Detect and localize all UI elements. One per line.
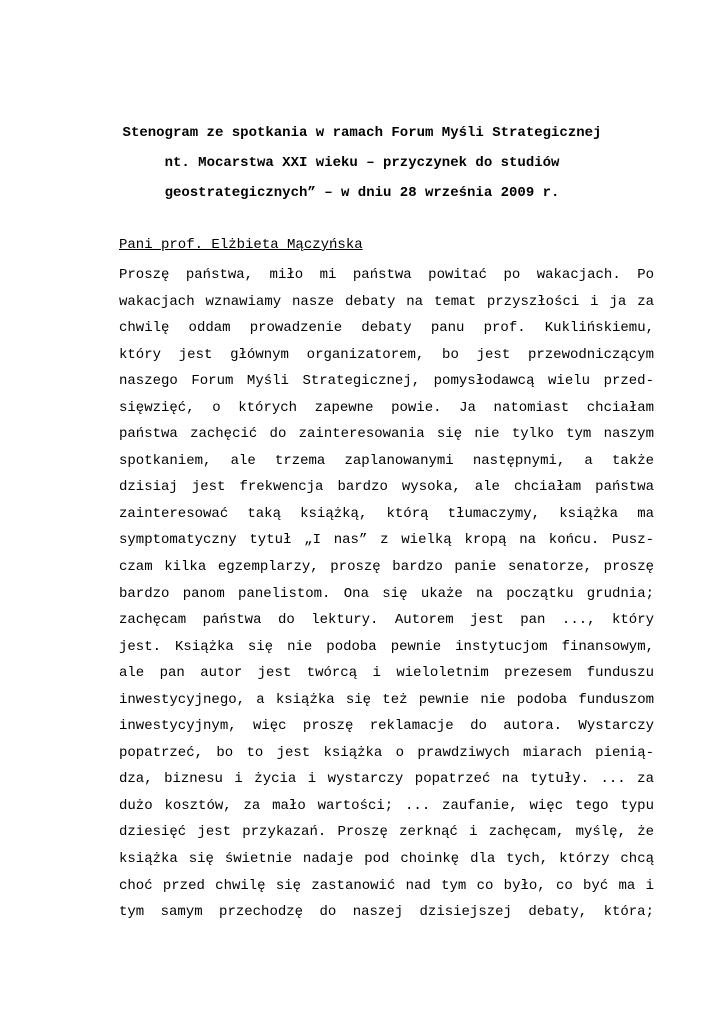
body-line: tym samym przechodzę do naszej dzisiejszej debaty, która; [119,904,654,921]
body-line: chwilę oddam prowadzenie debaty panu prof. Kuklińskiemu, [119,320,654,337]
title-line-3: geostrategicznych” – w dniu 28 września 2009 r. [164,185,560,201]
speaker-name: Pani prof. Elżbieta Mączyńska [119,237,363,253]
body-line: dzisiaj jest frekwencja bardzo wysoka, ale chciałam państwa [119,479,654,496]
body-line: dza, biznesu i życia i wystarczy popatrzeć na tytuły. ... za [119,771,654,788]
body-line: sięwzięć, o których zapewne powie. Ja natomiast chciałam [119,399,654,416]
title-line-2: nt. Mocarstwa XXI wieku – przyczynek do studiów [164,155,560,171]
title-line-1: Stenogram ze spotkania w ramach Forum Myśli Strategicznej [122,125,602,141]
body-line: choć przed chwilę się zastanowić nad tym co było, co być ma i [119,877,654,894]
body-line: jest. Książka się nie podoba pewnie instytucjom finansowym, [119,638,654,655]
body-line: wakacjach wznawiamy nasze debaty na temat przyszłości i ja za [119,293,654,310]
body-line: spotkaniem, ale trzema zaplanowanymi następnymi, a także [119,452,654,469]
body-line: Proszę państwa, miło mi państwa powitać po wakacjach. Po [119,267,654,283]
body-line: zainteresować taką książką, którą tłumaczymy, książka ma [119,505,654,522]
body-line: zachęcam państwa do lektury. Autorem jest pan ..., który [119,612,654,629]
body-line: popatrzeć, bo to jest książka o prawdziwych miarach pienią- [119,744,654,761]
body-line: inwestycyjnego, a książka się też pewnie nie podoba funduszom [119,691,654,708]
body-text [119,262,654,926]
body-line: który jest głównym organizatorem, bo jest przewodniczącym [119,346,654,363]
body-line: książka się świetnie nadaje pod choinkę dla tych, którzy chcą [119,851,654,868]
body-line: inwestycyjnym, więc proszę reklamacje do autora. Wystarczy [119,718,654,735]
body-line: dziesięć jest przykazań. Proszę zerknąć i zachęcam, myślę, że [119,824,654,841]
document-title [100,118,624,208]
body-line: bardzo panom panelistom. Ona się ukaże na początku grudnia; [119,585,654,602]
body-line: symptomatyczny tytuł „I nas” z wielką kropą na końcu. Pusz- [119,532,654,549]
body-line: naszego Forum Myśli Strategicznej, pomysłodawcą wielu przed- [119,373,654,390]
body-line: dużo kosztów, za mało wartości; ... zaufanie, więc tego typu [119,797,654,814]
body-line: ale pan autor jest twórcą i wieloletnim prezesem funduszu [119,665,654,682]
body-line: państwa zachęcić do zainteresowania się nie tylko tym naszym [119,426,654,443]
body-line: czam kilka egzemplarzy, proszę bardzo panie senatorze, proszę [119,559,654,576]
